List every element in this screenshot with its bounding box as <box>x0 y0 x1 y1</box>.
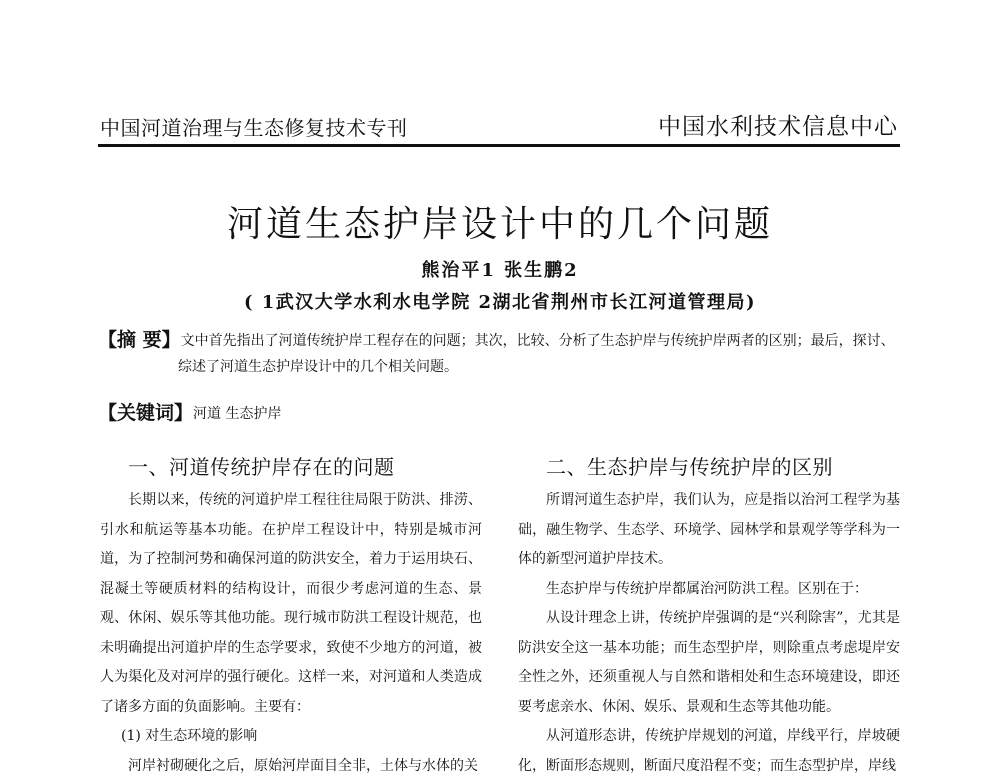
right-column <box>518 452 900 781</box>
abstract-text-2: 综述了河道生态护岸设计中的几个相关问题。 <box>98 354 900 380</box>
section-2-paragraph-2: 生态护岸与传统护岸都属治河防洪工程。区别在于： <box>518 575 900 605</box>
section-2-paragraph-3: 从设计理念上讲，传统护岸强调的是“兴利除害”，尤其是防洪安全这一基本功能；而生态型护岸，则除重点考虑堤岸安全性之外，还须重视人与自然和谐相处和生态环境建设，即还要考虑亲水、休闲、娱乐、景观和生态等其他功能。 <box>518 604 900 722</box>
section-1-heading: 一、河道传统护岸存在的问题 <box>100 452 482 482</box>
journal-name: 中国河道治理与生态修复技术专刊 <box>100 112 408 141</box>
left-column <box>100 452 482 781</box>
keywords <box>98 398 900 425</box>
keywords-text: 河道 生态护岸 <box>193 406 281 422</box>
section-1-paragraph-1: 长期以来，传统的河道护岸工程往往局限于防洪、排涝、引水和航运等基本功能。在护岸工程设计中，特别是城市河道，为了控制河势和确保河道的防洪安全，着力于运用块石、混凝土等硬质材料的结构设计，而很少考虑河道的生态、景观、休闲、娱乐等其他功能。现行城市防洪工程设计规范，也未明确提出河道护岸的生态学要求，致使不少地方的河道，被人为渠化及对河岸的强行硬化。这样一来，对河道和人类造成了诸多方面的负面影响。主要有： <box>100 486 482 722</box>
section-2-paragraph-1: 所谓河道生态护岸，我们认为，应是指以治河工程学为基础，融生物学、生态学、环境学、园林学和景观学等学科为一体的新型河道护岸技术。 <box>518 486 900 575</box>
abstract-line-1 <box>98 327 900 354</box>
section-2-paragraph-4: 从河道形态讲，传统护岸规划的河道，岸线平行，岸坡硬化，断面形态规则，断面尺度沿程不变；而生态型护岸，岸线 <box>518 722 900 781</box>
abstract-text-1: 文中首先指出了河道传统护岸工程存在的问题；其次，比较、分析了生态护岸与传统护岸两者的区别；最后，探讨、 <box>181 333 895 349</box>
abstract-label: 【摘 要】 <box>98 329 181 351</box>
affiliation: ( 1武汉大学水利水电学院 2湖北省荆州市长江河道管理局) <box>0 288 1000 314</box>
section-2-heading: 二、生态护岸与传统护岸的区别 <box>518 452 900 482</box>
section-1-subheading: (1) 对生态环境的影响 <box>100 722 482 752</box>
keywords-label: 【关键词】 <box>98 402 193 424</box>
abstract <box>98 327 900 380</box>
publisher-name: 中国水利技术信息中心 <box>658 108 898 141</box>
authors: 熊治平1 张生鹏2 <box>0 256 1000 282</box>
section-1-paragraph-2: 河岸衬砌硬化之后，原始河岸面目全非，土体与水体的关 <box>100 752 482 781</box>
paper-title: 河道生态护岸设计中的几个问题 <box>0 196 1000 247</box>
running-header <box>98 110 900 147</box>
